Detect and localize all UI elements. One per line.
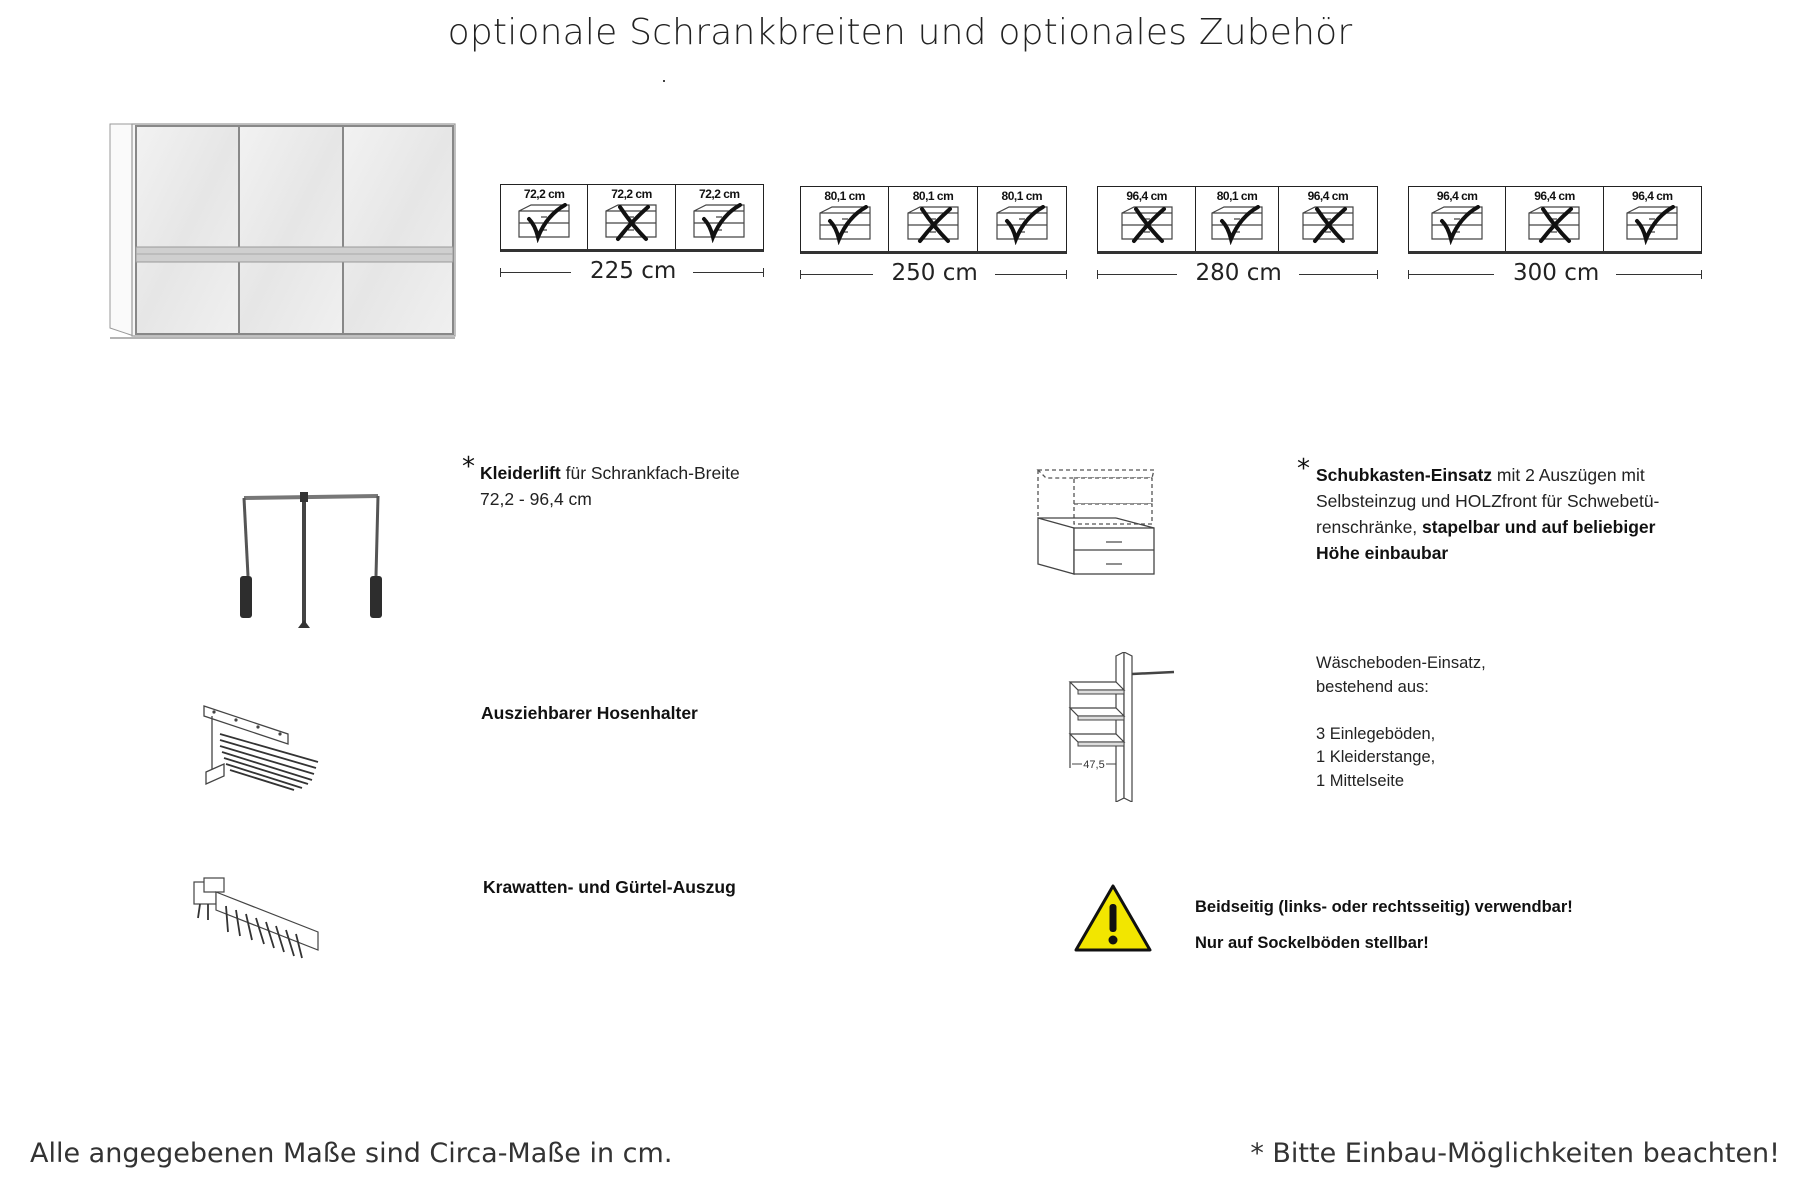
compartment-row	[800, 186, 1067, 254]
compartment-width-label: 80,1 cm	[1216, 189, 1258, 203]
krawatten-text	[483, 874, 736, 900]
width-option-group	[1408, 186, 1702, 306]
compartment-cell	[1604, 187, 1701, 251]
dimension-tick	[1066, 270, 1067, 279]
compartment-width-label: 96,4 cm	[1307, 189, 1349, 203]
schubkasten-bold2: Höhe einbaubar	[1316, 543, 1449, 563]
waescheboden-line4: 1 Kleiderstange,	[1316, 748, 1436, 766]
warning-icon	[1072, 882, 1154, 954]
compartment-width-label: 72,2 cm	[523, 187, 565, 201]
schubkasten-bold1: stapelbar und auf beliebiger	[1422, 517, 1656, 537]
warning-line1: Beidseitig (links- oder rechtsseitig) verwendbar!	[1195, 898, 1573, 916]
compartment-width-label: 80,1 cm	[824, 189, 865, 203]
dimension-tick	[800, 270, 801, 279]
dimension-line	[995, 274, 1068, 275]
kleiderlift-range: 72,2 - 96,4 cm	[480, 489, 592, 509]
hosenhalter-text	[481, 700, 698, 726]
compartment-cell	[1279, 187, 1377, 251]
compartment-cell	[1506, 187, 1603, 251]
dimension-line	[1408, 274, 1494, 275]
total-width-label: 250 cm	[884, 260, 986, 286]
waescheboden-line1: Wäscheboden-Einsatz,	[1316, 654, 1486, 672]
total-width-label: 300 cm	[1505, 260, 1607, 286]
waescheboden-illustration	[1062, 652, 1180, 802]
dimension-line	[1097, 274, 1177, 275]
compartment-width-label: 96,4 cm	[1632, 189, 1673, 203]
dimension-line	[693, 272, 764, 273]
schubkasten-illustration	[1034, 464, 1164, 580]
hosenhalter-name: Ausziehbarer Hosenhalter	[481, 703, 698, 723]
schubkasten-desc2: Selbsteinzug und HOLZfront für Schwebetü-	[1316, 491, 1660, 511]
kleiderlift-text	[480, 460, 740, 512]
schubkasten-desc1: mit 2 Auszügen mit	[1496, 465, 1645, 485]
width-option-group	[800, 186, 1067, 306]
cross-icon	[1295, 205, 1361, 245]
compartment-cell	[1409, 187, 1506, 251]
total-width-label: 225 cm	[582, 258, 684, 284]
compartment-width-label: 80,1 cm	[912, 189, 954, 203]
dimension-tick	[763, 268, 764, 277]
compartment-cell	[588, 185, 675, 249]
cross-icon	[1521, 205, 1587, 245]
compartment-width-label: 80,1 cm	[1001, 189, 1043, 203]
cross-icon	[1114, 205, 1180, 245]
waescheboden-line5: 1 Mittelseite	[1316, 771, 1405, 790]
stray-dot	[663, 80, 665, 82]
dimension-line	[800, 274, 873, 275]
page-title: optionale Schrankbreiten und optionales Zubehör	[447, 12, 1353, 53]
compartment-row	[500, 184, 764, 252]
compartment-row	[1408, 186, 1702, 254]
krawatten-name: Krawatten- und Gürtel-Auszug	[483, 877, 736, 897]
width-option-group	[1097, 186, 1378, 306]
krawatten-illustration	[190, 876, 330, 972]
compartment-width-label: 72,2 cm	[611, 187, 652, 201]
compartment-width-label: 72,2 cm	[699, 187, 740, 201]
hosenhalter-illustration	[196, 700, 336, 800]
compartment-row	[1097, 186, 1378, 254]
compartment-cell	[889, 187, 977, 251]
checkmark-icon	[989, 205, 1055, 245]
compartment-width-label: 96,4 cm	[1436, 189, 1478, 203]
footer-note-right: * Bitte Einbau-Möglichkeiten beachten!	[1250, 1138, 1780, 1169]
compartment-cell	[801, 187, 889, 251]
compartment-cell	[501, 185, 588, 249]
compartment-cell	[676, 185, 763, 249]
waescheboden-dim: 47,5	[1083, 759, 1105, 771]
width-option-group	[500, 184, 764, 304]
kleiderlift-illustration	[228, 488, 398, 638]
waescheboden-text	[1316, 652, 1486, 793]
schubkasten-name: Schubkasten-Einsatz	[1316, 465, 1493, 485]
waescheboden-line2: bestehend aus:	[1316, 677, 1429, 696]
cross-icon	[900, 205, 966, 245]
checkmark-icon	[686, 203, 752, 243]
compartment-width-label: 96,4 cm	[1126, 189, 1167, 203]
dimension-tick	[1097, 270, 1098, 279]
dimension-line	[1299, 274, 1379, 275]
dimension-tick	[1701, 270, 1702, 279]
kleiderlift-desc: für Schrankfach-Breite	[565, 463, 740, 483]
wardrobe-illustration	[108, 120, 458, 342]
compartment-width-label: 96,4 cm	[1534, 189, 1575, 203]
dimension-tick	[1408, 270, 1409, 279]
total-width-label: 280 cm	[1188, 260, 1290, 286]
kleiderlift-name: Kleiderlift	[480, 463, 561, 483]
dimension-tick	[1377, 270, 1378, 279]
compartment-cell	[1196, 187, 1278, 251]
waescheboden-line3: 3 Einlegeböden,	[1316, 724, 1436, 743]
dimension-tick	[500, 268, 501, 277]
schubkasten-text	[1316, 462, 1659, 566]
warning-line2: Nur auf Sockelböden stellbar!	[1195, 934, 1429, 952]
compartment-cell	[1098, 187, 1196, 251]
checkmark-icon	[1204, 205, 1270, 245]
checkmark-icon	[1424, 205, 1490, 245]
checkmark-icon	[812, 205, 878, 245]
warning-text	[1195, 889, 1573, 961]
dimension-line	[500, 272, 571, 273]
footer-note-left: Alle angegebenen Maße sind Circa-Maße in cm.	[30, 1138, 673, 1169]
dimension-line	[1616, 274, 1702, 275]
schubkasten-star: *	[1297, 454, 1310, 484]
schubkasten-desc3: renschränke,	[1316, 517, 1418, 537]
compartment-cell	[978, 187, 1066, 251]
checkmark-icon	[1619, 205, 1685, 245]
checkmark-icon	[511, 203, 577, 243]
kleiderlift-star: *	[462, 452, 475, 482]
cross-icon	[598, 203, 664, 243]
